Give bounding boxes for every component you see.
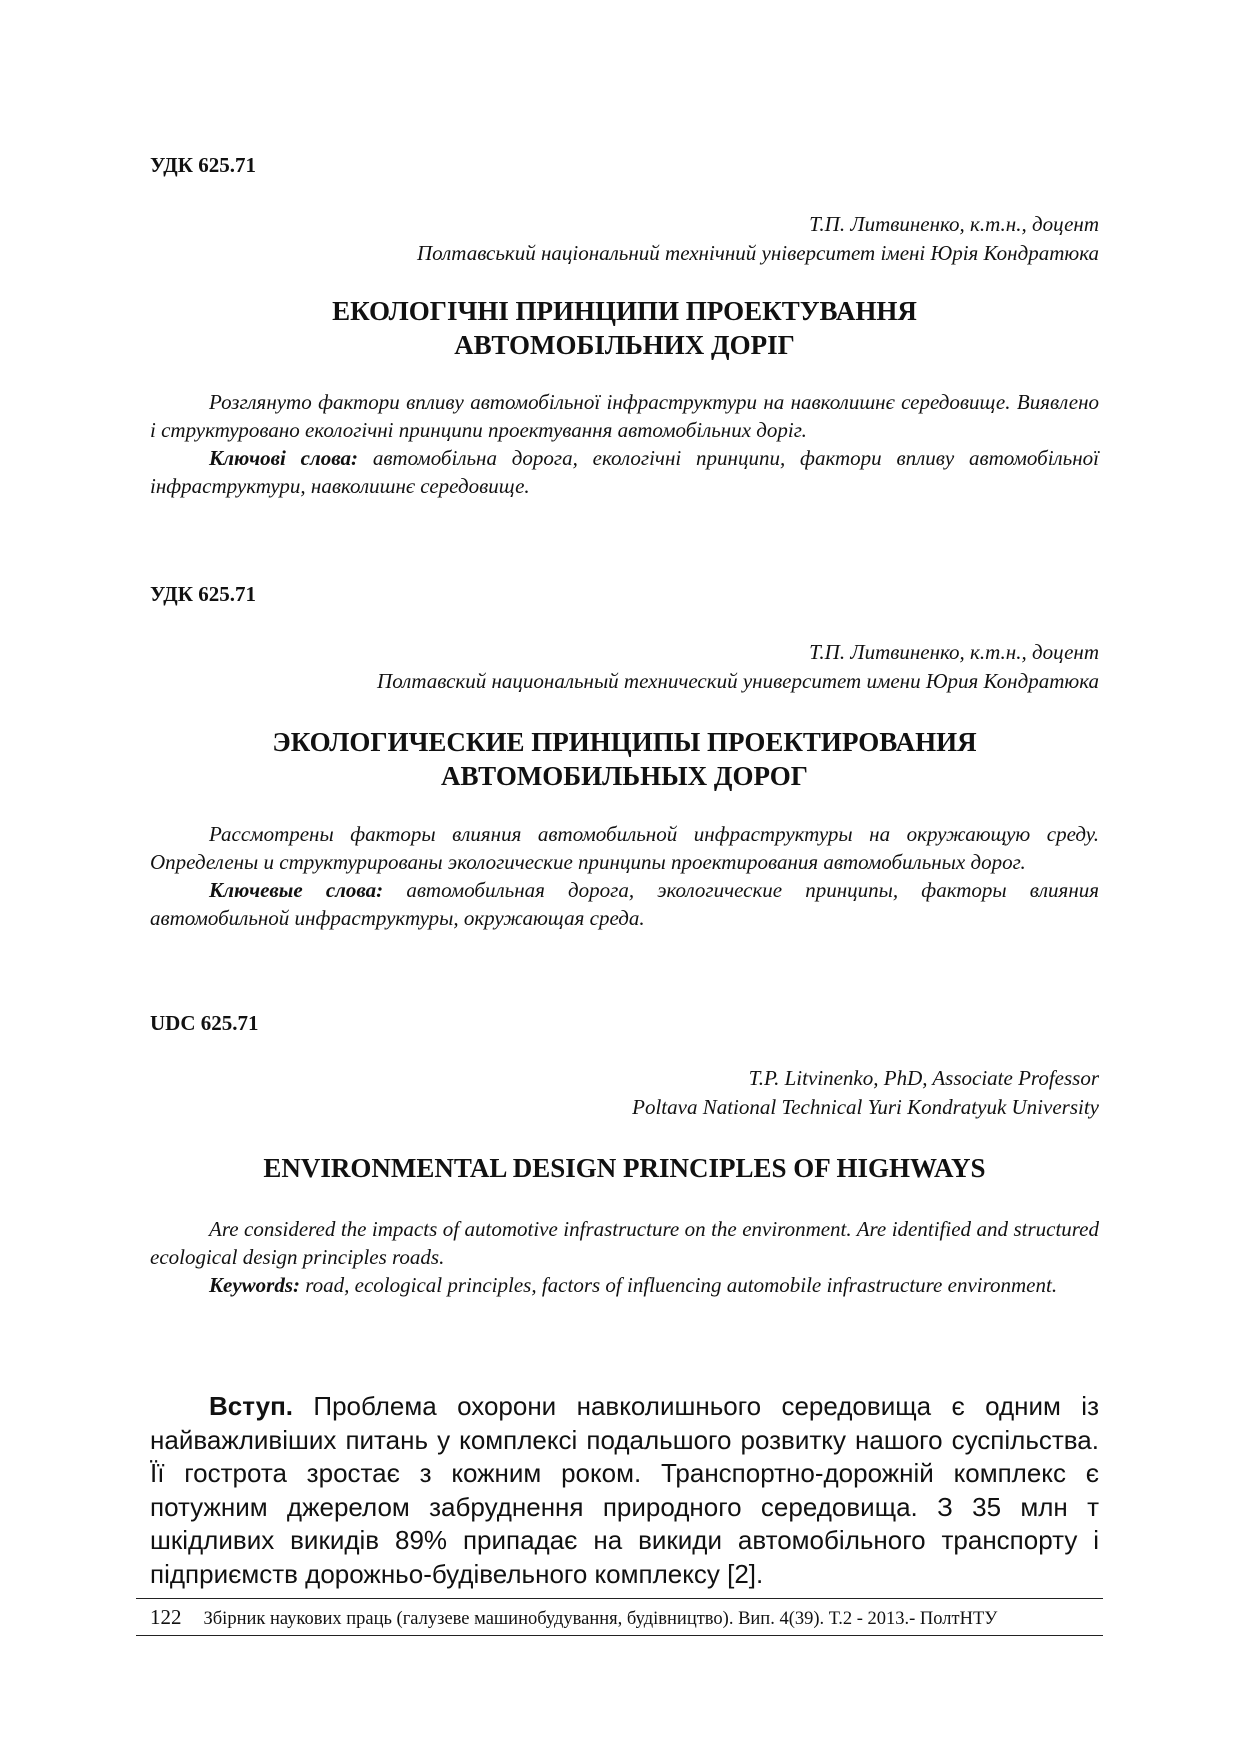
title-line: АВТОМОБІЛЬНИХ ДОРІГ xyxy=(454,330,795,360)
page-footer xyxy=(150,1604,1099,1632)
title-ua xyxy=(150,294,1099,362)
title-line: АВТОМОБИЛЬНЫХ ДОРОГ xyxy=(441,761,808,791)
author-block-ru xyxy=(377,638,1099,696)
author-block-en xyxy=(632,1064,1099,1122)
author-name: Т.П. Литвиненко, к.т.н., доцент xyxy=(809,640,1099,664)
abstract-text: Are considered the impacts of automotive infrastructure on the environment. Are identified and structured ecological design principles roads. xyxy=(150,1217,1099,1269)
footer-bottom-rule xyxy=(136,1635,1103,1636)
abstract-text: Розглянуто фактори впливу автомобільної інфраструктури на навколишнє середовище. Виявлено і структуровано екологічні принципи проектування автомобільних доріг. xyxy=(150,390,1099,442)
keywords-text: road, ecological principles, factors of influencing automobile infrastructure environment. xyxy=(300,1273,1058,1297)
abstract-ru xyxy=(150,820,1099,932)
author-name: T.P. Litvinenko, PhD, Associate Professor xyxy=(748,1066,1099,1090)
keywords-text: автомобильная дорога, экологические принципы, факторы влияния автомобильной инфраструктуры, окружающая среда. xyxy=(150,878,1099,930)
intro-paragraph xyxy=(150,1390,1099,1592)
abstract-text: Рассмотрены факторы влияния автомобильной инфраструктуры на окружающую среду. Определены и структурированы экологические принципы проектирования автомобильных дорог. xyxy=(150,822,1099,874)
keywords-text: автомобільна дорога, екологічні принципи, фактори впливу автомобільної інфраструктури, навколишнє середовище. xyxy=(150,446,1099,498)
title-line: ЕКОЛОГІЧНІ ПРИНЦИПИ ПРОЕКТУВАННЯ xyxy=(332,296,917,326)
page-number: 122 xyxy=(150,1605,182,1629)
udc-en: UDC 625.71 xyxy=(150,1011,259,1035)
keywords-paragraph xyxy=(150,444,1099,500)
intro-text: Проблема охорони навколишнього середовища є одним із найважливіших питань у комплексі подальшого розвитку нашого суспільства. Її гострота зростає з кожним роком. Транспортно-дорожній комплекс є потужним джерелом забруднення природного середовища. З 35 млн т шкідливих викидів 89% припадає на викиди автомобільного транспорту і підприємств дорожньо-будівельного комплексу [2]. xyxy=(150,1391,1099,1589)
author-affiliation: Poltava National Technical Yuri Kondratyuk University xyxy=(632,1095,1099,1119)
abstract-ua xyxy=(150,388,1099,500)
footer-top-rule xyxy=(136,1598,1103,1599)
title-line: ЭКОЛОГИЧЕСКИЕ ПРИНЦИПЫ ПРОЕКТИРОВАНИЯ xyxy=(272,727,977,757)
journal-reference: Збірник наукових праць (галузеве машинобудування, будівництво). Вип. 4(39). Т.2 - 2013.- ПолтНТУ xyxy=(203,1609,998,1629)
udk-ua: УДК 625.71 xyxy=(150,153,256,177)
keywords-paragraph xyxy=(150,1271,1099,1299)
abstract-en xyxy=(150,1215,1099,1299)
author-affiliation: Полтавський національний технічний університет імені Юрія Кондратюка xyxy=(416,241,1099,265)
title-en: ENVIRONMENTAL DESIGN PRINCIPLES OF HIGHWAYS xyxy=(263,1153,986,1183)
keywords-paragraph xyxy=(150,876,1099,932)
author-name: Т.П. Литвиненко, к.т.н., доцент xyxy=(809,212,1099,236)
udk-ru: УДК 625.71 xyxy=(150,582,256,606)
keywords-label: Ключові слова: xyxy=(209,446,358,470)
intro-lead: Вступ. xyxy=(209,1391,294,1421)
keywords-label: Keywords: xyxy=(209,1273,300,1297)
author-block-ua xyxy=(417,210,1099,268)
introduction xyxy=(150,1390,1099,1592)
author-affiliation: Полтавский национальный технический университет имени Юрия Кондратюка xyxy=(377,669,1099,693)
title-ru xyxy=(150,725,1099,793)
keywords-label: Ключевые слова: xyxy=(209,878,384,902)
